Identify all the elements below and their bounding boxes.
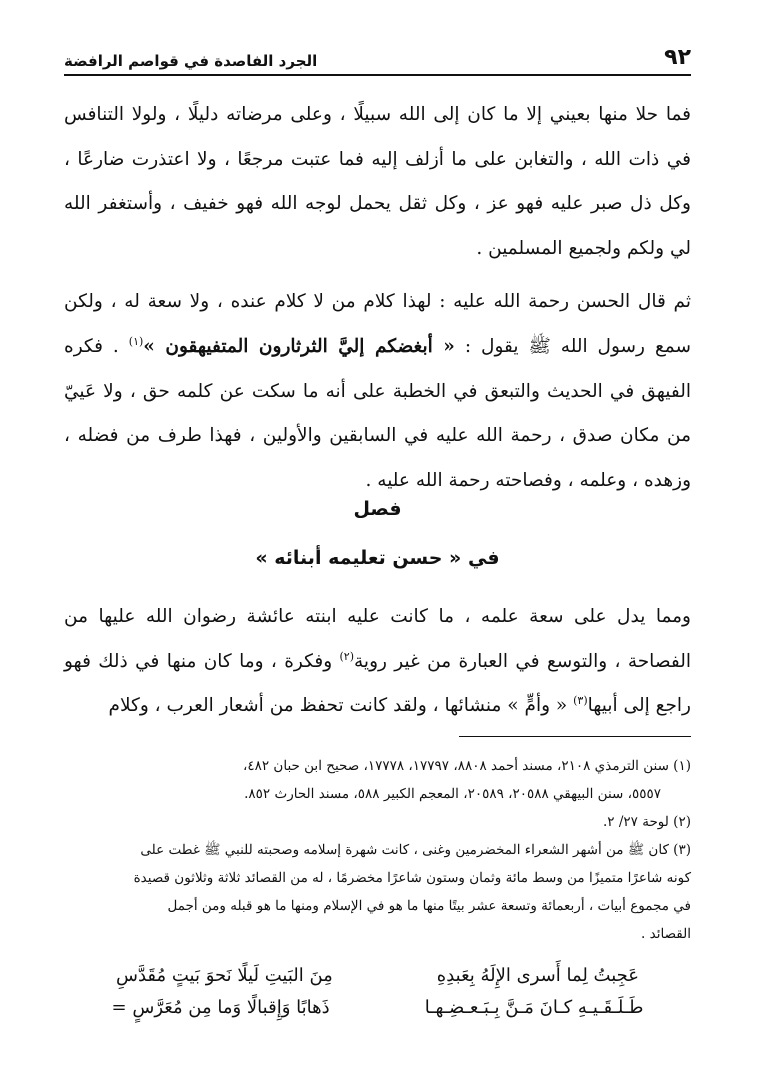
- footnote-ref-3[interactable]: (٣): [573, 694, 588, 708]
- paragraph-2: [64, 280, 691, 503]
- page-number: ٩٢: [664, 45, 691, 70]
- paragraph-2-end: . فكره الفيهق في الحديث والتبعق في الخطبة على أنه ما سكت عن كلمه حق ، ولا عَييّ من مكان صدق ، رحمة الله عليه في السابقين والأولين ، فهذا طرف من فضله ، وزهده ، وعلمه ، وفصاحته رحمة الله عليه .: [64, 335, 691, 491]
- running-title: الجرد الفاصدة في قواصم الرافضة: [64, 52, 318, 70]
- footnotes: [64, 752, 691, 948]
- paragraph-3-part-b: وفكرة ، وما كان منها في ذلك فهو راجع إلى أبيها: [64, 650, 691, 717]
- poem-verse-1: [64, 960, 691, 992]
- footnote-1-line-2: ٥٥٥٧، سنن البيهقي ٢٠٥٨٨، ٢٠٥٨٩، المعجم الكبير ٥٨٨، مسند الحارث ٨٥٢.: [244, 786, 661, 802]
- section-subtitle: في « حسن تعليمه أبنائه »: [255, 547, 500, 569]
- page-header: [64, 36, 691, 76]
- section-title: فصل: [353, 498, 402, 520]
- paragraph-3-part-c: « وأمٍّ » منشائها ، ولقد كانت تحفظ من أشعار العرب ، وكلام: [108, 695, 568, 717]
- hadith-quote: « أبغضكم إليَّ الثرثارون المتفيهقون »: [143, 335, 455, 357]
- footnote-1-line-1: (١) سنن الترمذي ٢١٠٨، مسند أحمد ٨٨٠٨، ١٧٧٩٧، ١٧٧٧٨، صحيح ابن حبان ٤٨٢،: [243, 758, 691, 774]
- paragraph-3: [64, 595, 691, 729]
- main-text: [64, 93, 691, 503]
- verse-2-first-hemistich: طَـلَـقَـيـهِ كـانَ مَـنَّ بِـبَـعـضِـهـا: [424, 997, 644, 1018]
- footnote-2: (٢) لوحة ٢٧/ ٢.: [603, 814, 691, 830]
- verse-2-second-hemistich: ذَهابًا وَإِقبالًا وَما مِن مُعَرَّسٍ =: [111, 997, 330, 1018]
- footnote-ref-2[interactable]: (٢): [339, 649, 355, 663]
- footnote-3-line-3: في مجموع أبيات ، أربعمائة وتسعة عشر بيتًا منها ما هو في الإسلام ومنها ما هو قبله ومن أجمل: [167, 898, 691, 914]
- verse-1-first-hemistich: عَجِبتُ لِما أَسرى الإِلَهُ بِعَبدِهِ: [436, 965, 640, 986]
- footnote-3-line-4: القصائد .: [641, 926, 691, 942]
- paragraph-1: فما حلا منها بعيني إلا ما كان إلى الله سبيلًا ، وعلى مرضاته دليلًا ، ولولا التنافس في ذات الله ، والتغابن على ما أزلف إليه فما عتبت مرجعًا ، ولا اعتذرت ضارعًا ، وكل ذل صبر عليه فهو عز ، وكل ثقل يحمل لوجه الله فهو خفيف ، وأستغفر الله لي ولكم ولجميع المسلمين .: [64, 104, 691, 259]
- verse-1-second-hemistich: مِنَ البَيتِ لَيلًا نَحوَ بَيتٍ مُقَدَّسِ: [115, 965, 333, 986]
- footnote-ref-1[interactable]: (١): [128, 334, 144, 348]
- paragraph-3-part-a: ومما يدل على سعة علمه ، ما كانت عليه ابنته عائشة رضوان الله عليها من الفصاحة ، والتوسع في العبارة من غير روية: [64, 606, 691, 672]
- section-text: [64, 595, 691, 729]
- poem-verse-2: [64, 992, 691, 1024]
- footnote-divider: [459, 736, 691, 737]
- poem: [64, 960, 691, 1024]
- paragraph-2-start: ثم قال الحسن رحمة الله عليه : لهذا كلام من لا كلام عنده ، ولا سعة له ، ولكن سمع رسول الله ﷺ يقول :: [64, 291, 691, 357]
- footnote-3-line-2: كونه شاعرًا متميزًا من وسط مائة وثمان وستون شاعرًا مخضرمًا ، له من القصائد ثلاثة وثلاثون قصيدة: [133, 870, 691, 886]
- footnote-3-line-1: (٣) كان ﷺ من أشهر الشعراء المخضرمين وغنى ، كانت شهرة إسلامه وصحبته للنبي ﷺ غطت على: [140, 842, 691, 858]
